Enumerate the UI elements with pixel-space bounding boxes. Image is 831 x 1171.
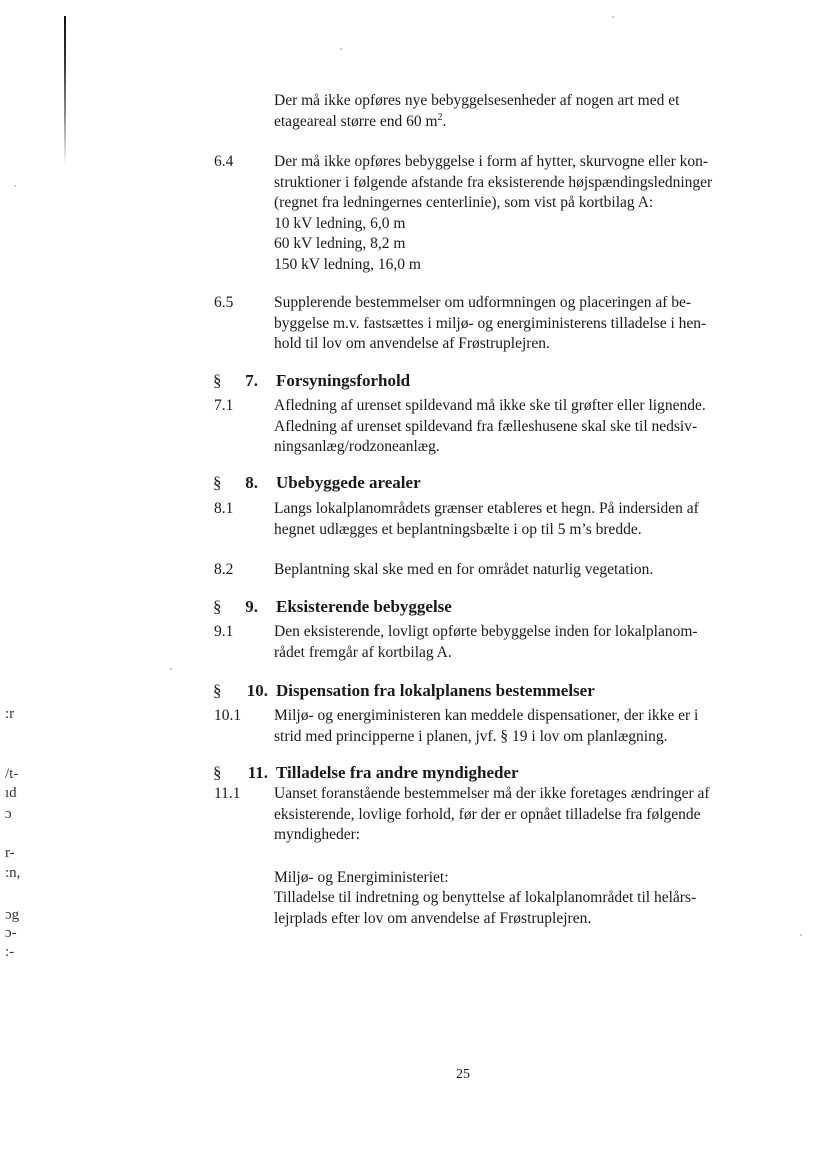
section-number: 10. — [246, 681, 268, 700]
page-number: 25 — [456, 1067, 470, 1082]
clause-number: 7.1 — [214, 397, 234, 414]
clause-number: 8.1 — [214, 500, 234, 517]
clause-text-8-2 — [274, 560, 759, 581]
clause-line: Miljø- og Energiministeriet: — [274, 868, 449, 886]
clause-line: hegnet udlægges et beplantningsbælte i op til 5 m’s bredde. — [274, 520, 642, 538]
clause-line: 150 kV ledning, 16,0 m — [274, 255, 421, 273]
clause-line: Tilladelse til indretning og benyttelse af lokalplanområdet til helårs- — [274, 889, 697, 906]
clause-line: eksisterende, lovlige forhold, før der er opnået tilladelse fra følgende — [274, 805, 701, 823]
margin-fragment: :r — [5, 706, 15, 722]
clause-line: ningsanlæg/rodzoneanlæg. — [274, 438, 440, 455]
scan-speck — [612, 16, 614, 18]
clause-line: 10 kV ledning, 6,0 m — [274, 214, 406, 232]
clause-line: byggelse m.v. fastsættes i miljø- og energiministerens tilladelse i hen- — [274, 314, 707, 332]
margin-fragment: ɔ — [5, 806, 12, 822]
clause-number: 6.5 — [214, 294, 234, 311]
clause-line: Der må ikke opføres bebyggelse i form af hytter, skurvogne eller kon- — [274, 153, 709, 170]
intro-paragraph — [274, 91, 759, 132]
clause-number: 11.1 — [214, 785, 241, 802]
clause-text-6-4 — [274, 152, 759, 275]
clause-line — [274, 846, 759, 868]
scan-edge-line — [64, 16, 66, 166]
section-heading-8: Ubebyggede arealer — [276, 473, 421, 492]
clause-line: (regnet fra ledningernes centerlinie), som vist på kortbilag A: — [274, 194, 654, 211]
section-symbol: § — [213, 371, 222, 390]
clause-number: 6.4 — [214, 153, 234, 170]
clause-line: myndigheder: — [274, 826, 361, 843]
section-number: 9. — [245, 597, 258, 616]
clause-number: 8.2 — [214, 561, 234, 578]
margin-fragment: :- — [5, 944, 15, 960]
section-number: 11. — [247, 763, 268, 782]
clause-text-8-1 — [274, 499, 759, 540]
clause-line: Afledning af urenset spildevand må ikke ske til grøfter eller lignende. — [274, 397, 706, 414]
margin-fragment: ɔ- — [5, 925, 17, 941]
clause-line: 60 kV ledning, 8,2 m — [274, 235, 406, 252]
clause-text-6-5 — [274, 293, 759, 355]
section-heading-10: Dispensation fra lokalplanens bestemmelser — [276, 681, 595, 700]
margin-fragment: /t- — [5, 766, 19, 782]
scan-speck — [800, 934, 802, 936]
clause-line: Beplantning skal ske med en for området naturlig vegetation. — [274, 561, 654, 578]
clause-number: 9.1 — [214, 623, 234, 640]
clause-text-9-1 — [274, 622, 759, 663]
scan-speck — [14, 185, 16, 187]
section-symbol: § — [213, 473, 222, 492]
clause-line: Den eksisterende, lovligt opførte bebyggelse inden for lokalplanom- — [274, 623, 698, 640]
section-heading-11: Tilladelse fra andre myndigheder — [276, 763, 519, 782]
margin-fragment: ɔg — [5, 907, 20, 923]
margin-fragment: ıd — [5, 785, 17, 801]
clause-line: lejrplads efter lov om anvendelse af Frøstruplejren. — [274, 909, 592, 927]
clause-number: 10.1 — [214, 707, 242, 724]
clause-text-11-1 — [274, 784, 759, 929]
margin-fragment: :n, — [5, 865, 21, 881]
intro-line: etageareal større end 60 $m^2$. — [274, 111, 447, 130]
clause-line: rådet fremgår af kortbilag A. — [274, 643, 452, 661]
section-symbol: § — [213, 597, 222, 616]
section-heading-9: Eksisterende bebyggelse — [276, 597, 452, 616]
section-symbol: § — [213, 763, 222, 782]
clause-line: strid med principperne i planen, jvf. § 19 i lov om planlægning. — [274, 727, 668, 745]
scan-speck — [170, 668, 172, 670]
section-symbol: § — [213, 681, 222, 700]
section-number: 7. — [245, 371, 258, 390]
section-number: 8. — [245, 473, 258, 492]
scan-speck — [340, 48, 342, 50]
margin-fragment: r- — [5, 845, 15, 861]
clause-line: Miljø- og energiministeren kan meddele dispensationer, der ikke er i — [274, 707, 699, 724]
clause-line: hold til lov om anvendelse af Frøstruplejren. — [274, 335, 550, 352]
section-heading-7: Forsyningsforhold — [276, 371, 411, 390]
clause-line: Langs lokalplanområdets grænser etableres et hegn. På indersiden af — [274, 500, 699, 517]
clause-text-7-1 — [274, 396, 759, 458]
clause-line: Supplerende bestemmelser om udformningen og placeringen af be- — [274, 294, 692, 311]
clause-line: struktioner i følgende afstande fra eksisterende højspændingsledninger — [274, 173, 713, 191]
clause-line: Afledning af urenset spildevand fra fælleshusene skal ske til nedsiv- — [274, 417, 698, 435]
clause-line: Uanset foranstående bestemmelser må der ikke foretages ændringer af — [274, 785, 710, 802]
clause-text-10-1 — [274, 706, 759, 747]
intro-line: Der må ikke opføres nye bebyggelsesenheder af nogen art med et — [274, 92, 680, 109]
